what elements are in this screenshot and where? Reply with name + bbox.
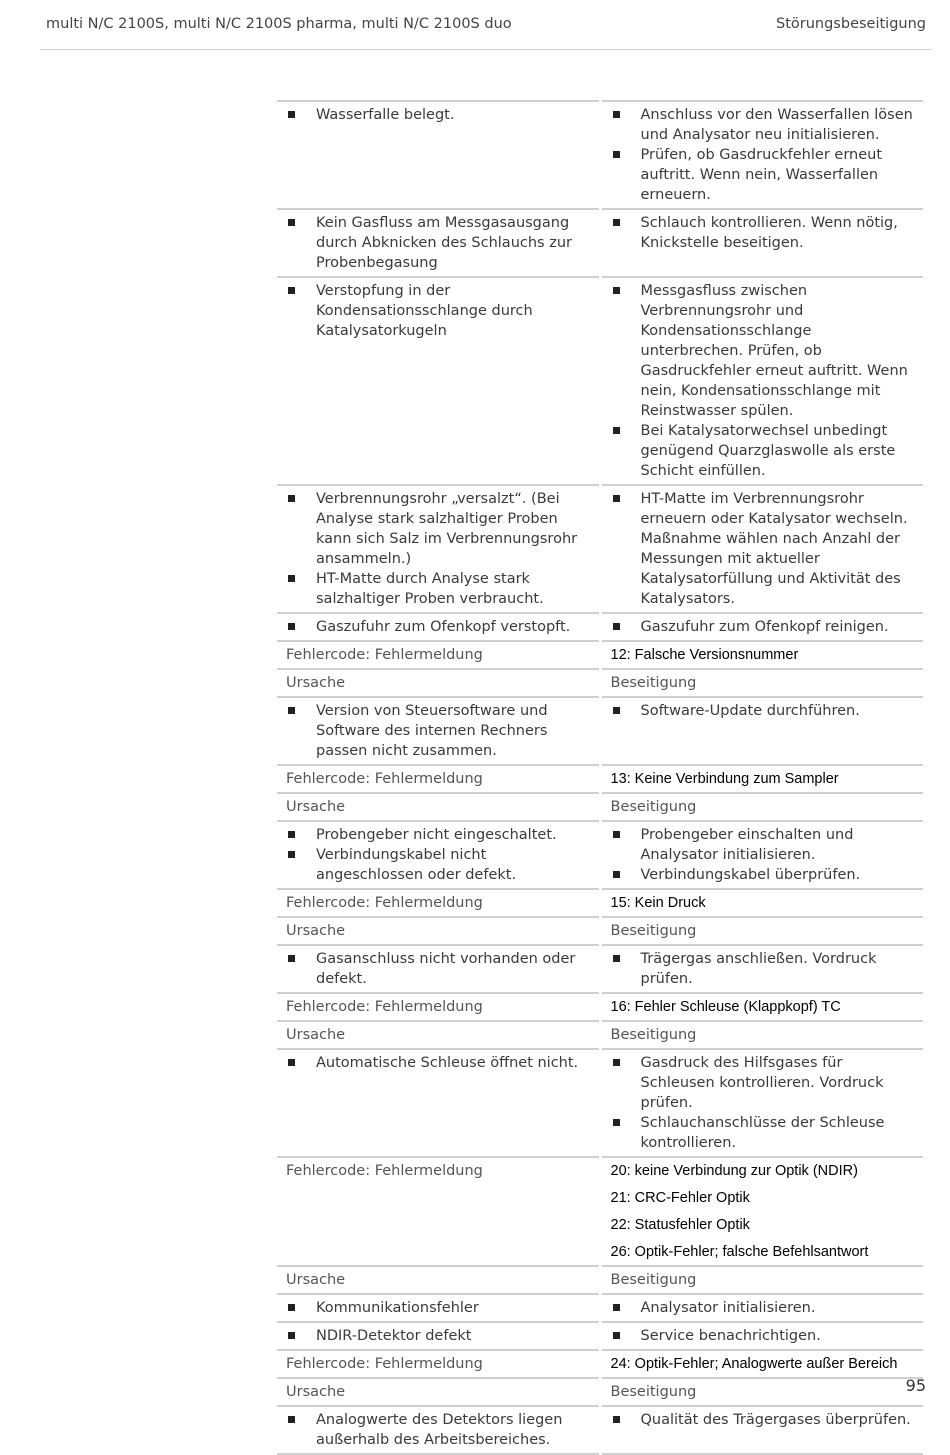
column-heading-row xyxy=(277,1377,923,1405)
cause-heading: Ursache xyxy=(277,1020,599,1048)
cause-cell xyxy=(277,1321,599,1349)
error-header-row xyxy=(277,992,923,1020)
cause-heading: Ursache xyxy=(277,1265,599,1293)
remedy-list xyxy=(611,105,918,205)
error-code-cell xyxy=(602,888,924,916)
header-section-title: Störungsbeseitigung xyxy=(776,16,926,32)
table-row xyxy=(277,696,923,764)
cause-item: Probengeber nicht eingeschaltet. xyxy=(286,825,593,845)
error-code: 26: Optik-Fehler; falsche Befehlsantwort xyxy=(610,1244,869,1260)
cause-list xyxy=(286,213,593,273)
remedy-item: Schlauchanschlüsse der Schleuse kontrollieren. xyxy=(611,1113,918,1153)
error-code-label: Fehlercode: Fehlermeldung xyxy=(277,640,599,668)
table-row xyxy=(277,1321,923,1349)
header-document-title: multi N/C 2100S, multi N/C 2100S pharma, multi N/C 2100S duo xyxy=(46,16,512,32)
table-row xyxy=(277,1405,923,1455)
remedy-list xyxy=(611,281,918,481)
column-heading-row xyxy=(277,792,923,820)
cause-heading: Ursache xyxy=(277,916,599,944)
remedy-list xyxy=(611,1410,918,1430)
cause-item: Verbrennungsrohr „versalzt“. (Bei Analyse stark salzhaltiger Proben kann sich Salz im Verbrennungsrohr ansammeln.) xyxy=(286,489,593,569)
error-code-cell xyxy=(602,992,924,1020)
remedy-item: Gasdruck des Hilfsgases für Schleusen kontrollieren. Vordruck prüfen. xyxy=(611,1053,918,1113)
remedy-list xyxy=(611,1298,918,1318)
error-code-label: Fehlercode: Fehlermeldung xyxy=(277,1156,599,1265)
remedy-cell xyxy=(602,208,924,276)
cause-heading: Ursache xyxy=(277,668,599,696)
cause-item: Verbindungskabel nicht angeschlossen oder defekt. xyxy=(286,845,593,885)
cause-cell xyxy=(277,696,599,764)
cause-item: HT-Matte durch Analyse stark salzhaltiger Proben verbraucht. xyxy=(286,569,593,609)
page-number: 95 xyxy=(905,1376,926,1395)
remedy-item: Probengeber einschalten und Analysator initialisieren. xyxy=(611,825,918,865)
remedy-heading: Beseitigung xyxy=(602,1265,924,1293)
remedy-cell xyxy=(602,944,924,992)
cause-item: Gaszufuhr zum Ofenkopf verstopft. xyxy=(286,617,593,637)
remedy-cell xyxy=(602,1321,924,1349)
error-header-row xyxy=(277,1156,923,1265)
header-divider xyxy=(40,49,932,50)
error-code: 21: CRC-Fehler Optik xyxy=(610,1190,750,1206)
error-code: 24: Optik-Fehler; Analogwerte außer Bereich xyxy=(610,1356,898,1372)
table-row xyxy=(277,484,923,612)
error-header-row xyxy=(277,888,923,916)
remedy-item: Schlauch kontrollieren. Wenn nötig, Knickstelle beseitigen. xyxy=(611,213,918,253)
cause-list xyxy=(286,617,593,637)
remedy-cell xyxy=(602,1048,924,1156)
cause-list xyxy=(286,949,593,989)
error-header-row xyxy=(277,640,923,668)
cause-item: Automatische Schleuse öffnet nicht. xyxy=(286,1053,593,1073)
table-row xyxy=(277,820,923,888)
cause-list xyxy=(286,489,593,609)
cause-cell xyxy=(277,1293,599,1321)
error-code-cell xyxy=(602,1156,924,1265)
remedy-item: Gaszufuhr zum Ofenkopf reinigen. xyxy=(611,617,918,637)
cause-item: Gasanschluss nicht vorhanden oder defekt. xyxy=(286,949,593,989)
error-code-cell xyxy=(602,764,924,792)
error-code: 16: Fehler Schleuse (Klappkopf) TC xyxy=(610,999,841,1015)
remedy-item: HT-Matte im Verbrennungsrohr erneuern oder Katalysator wechseln. Maßnahme wählen nach Anzahl der Messungen mit aktueller Katalysatorfüllung und Aktivität des Katalysators. xyxy=(611,489,918,609)
remedy-item: Qualität des Trägergases überprüfen. xyxy=(611,1410,918,1430)
cause-item: Version von Steuersoftware und Software des internen Rechners passen nicht zusammen. xyxy=(286,701,593,761)
error-code: 12: Falsche Versionsnummer xyxy=(610,647,799,663)
cause-item: NDIR-Detektor defekt xyxy=(286,1326,593,1346)
remedy-list xyxy=(611,949,918,989)
remedy-list xyxy=(611,1326,918,1346)
remedy-list xyxy=(611,701,918,721)
remedy-item: Messgasfluss zwischen Verbrennungsrohr und Kondensationsschlange unterbrechen. Prüfen, ob Gasdruckfehler erneut auftritt. Wenn nein, Kondensationsschlange mit Reinstwasser spülen. xyxy=(611,281,918,421)
cause-cell xyxy=(277,100,599,208)
remedy-cell xyxy=(602,1293,924,1321)
cause-list xyxy=(286,105,593,125)
remedy-item: Analysator initialisieren. xyxy=(611,1298,918,1318)
table-row xyxy=(277,612,923,640)
cause-item: Analogwerte des Detektors liegen außerhalb des Arbeitsbereiches. xyxy=(286,1410,593,1450)
cause-cell xyxy=(277,1405,599,1455)
table-row xyxy=(277,1293,923,1321)
cause-cell xyxy=(277,612,599,640)
cause-cell xyxy=(277,944,599,992)
column-heading-row xyxy=(277,668,923,696)
remedy-item: Trägergas anschließen. Vordruck prüfen. xyxy=(611,949,918,989)
error-header-row xyxy=(277,1349,923,1377)
remedy-item: Service benachrichtigen. xyxy=(611,1326,918,1346)
remedy-cell xyxy=(602,484,924,612)
remedy-item: Anschluss vor den Wasserfallen lösen und Analysator neu initialisieren. xyxy=(611,105,918,145)
remedy-heading: Beseitigung xyxy=(602,916,924,944)
cause-heading: Ursache xyxy=(277,792,599,820)
table-row xyxy=(277,944,923,992)
table-row xyxy=(277,276,923,484)
cause-cell xyxy=(277,1048,599,1156)
cause-list xyxy=(286,1053,593,1073)
error-code-label: Fehlercode: Fehlermeldung xyxy=(277,992,599,1020)
cause-list xyxy=(286,1410,593,1450)
error-header-row xyxy=(277,764,923,792)
cause-cell xyxy=(277,276,599,484)
cause-cell xyxy=(277,820,599,888)
cause-list xyxy=(286,1326,593,1346)
error-code-label: Fehlercode: Fehlermeldung xyxy=(277,764,599,792)
troubleshooting-table xyxy=(274,100,926,1455)
error-code: 22: Statusfehler Optik xyxy=(610,1217,750,1233)
remedy-list xyxy=(611,617,918,637)
remedy-heading: Beseitigung xyxy=(602,1020,924,1048)
remedy-cell xyxy=(602,100,924,208)
remedy-heading: Beseitigung xyxy=(602,1377,924,1405)
cause-item: Kommunikationsfehler xyxy=(286,1298,593,1318)
error-code: 20: keine Verbindung zur Optik (NDIR) xyxy=(610,1163,858,1179)
table-row xyxy=(277,208,923,276)
remedy-cell xyxy=(602,1405,924,1455)
column-heading-row xyxy=(277,916,923,944)
table-row xyxy=(277,100,923,208)
cause-list xyxy=(286,281,593,341)
cause-cell xyxy=(277,484,599,612)
troubleshooting-table-body xyxy=(277,100,923,1455)
cause-heading: Ursache xyxy=(277,1377,599,1405)
remedy-cell xyxy=(602,612,924,640)
column-heading-row xyxy=(277,1020,923,1048)
remedy-item: Verbindungskabel überprüfen. xyxy=(611,865,918,885)
page-header xyxy=(46,16,926,38)
error-code: 13: Keine Verbindung zum Sampler xyxy=(610,771,839,787)
cause-cell xyxy=(277,208,599,276)
remedy-cell xyxy=(602,820,924,888)
remedy-heading: Beseitigung xyxy=(602,668,924,696)
remedy-item: Bei Katalysatorwechsel unbedingt genügend Quarzglaswolle als erste Schicht einfüllen. xyxy=(611,421,918,481)
cause-item: Kein Gasfluss am Messgasausgang durch Abknicken des Schlauchs zur Probenbegasung xyxy=(286,213,593,273)
column-heading-row xyxy=(277,1265,923,1293)
remedy-list xyxy=(611,1053,918,1153)
remedy-item: Software-Update durchführen. xyxy=(611,701,918,721)
table-row xyxy=(277,1048,923,1156)
error-code: 15: Kein Druck xyxy=(610,895,706,911)
remedy-list xyxy=(611,825,918,885)
error-code-cell xyxy=(602,640,924,668)
remedy-heading: Beseitigung xyxy=(602,792,924,820)
error-code-label: Fehlercode: Fehlermeldung xyxy=(277,888,599,916)
remedy-list xyxy=(611,213,918,253)
cause-list xyxy=(286,701,593,761)
remedy-cell xyxy=(602,696,924,764)
cause-item: Wasserfalle belegt. xyxy=(286,105,593,125)
remedy-list xyxy=(611,489,918,609)
remedy-cell xyxy=(602,276,924,484)
remedy-item: Prüfen, ob Gasdruckfehler erneut auftritt. Wenn nein, Wasserfallen erneuern. xyxy=(611,145,918,205)
error-code-cell xyxy=(602,1349,924,1377)
cause-list xyxy=(286,825,593,885)
error-code-label: Fehlercode: Fehlermeldung xyxy=(277,1349,599,1377)
cause-item: Verstopfung in der Kondensationsschlange durch Katalysatorkugeln xyxy=(286,281,593,341)
cause-list xyxy=(286,1298,593,1318)
